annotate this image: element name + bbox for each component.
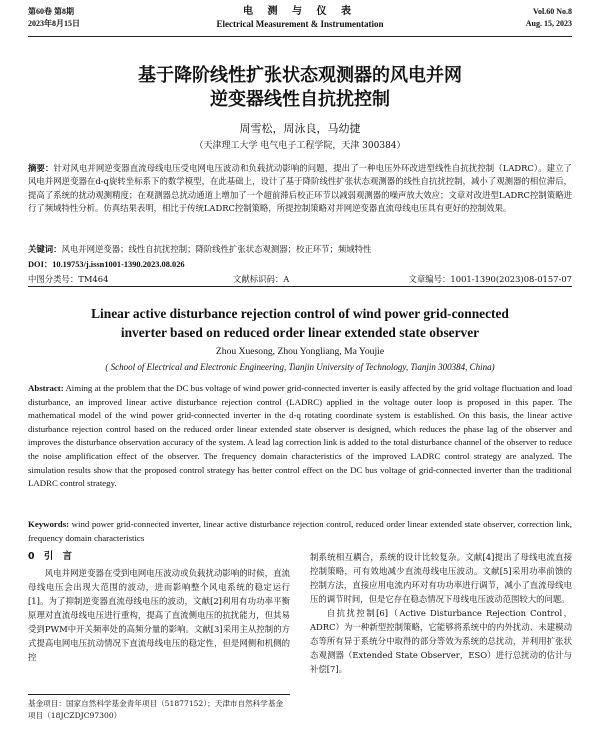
body-paragraph-left: 风电并网逆变器在受到电网电压波动或负载扰动影响的时候，直流母线电压会出现大范围的波动，进而影响整个风电系统的稳定运行[1]。为了抑制逆变器直流母线电压的波动，文献[2]利用有功功率平衡原理对直流母线电压进行重构，提高了直流侧电压的抗扰能力，但其易受到PWM中开关频率处的高频分量的影响。文献[3]采用主从控制的方式提高电网电压抗动情况下直流母线电压的稳定性，但是网侧和机侧的控 (28, 568, 290, 662)
journal-name-cn: 电 测 与 仪 表 (243, 6, 357, 17)
classification-row (28, 272, 572, 287)
journal-name-en: Electrical Measurement & Instrumentation (216, 19, 384, 29)
authors-cn: 周雪松，周泳良，马幼捷 (239, 122, 361, 135)
footnote-line: 基金项目：国家自然科学基金青年项目（51877152）；天津市自然科学基金项目（18JCZDJC97300） (28, 699, 284, 720)
volume-en: Vol.60 No.8 (532, 7, 572, 16)
abstract-cn-label: 摘要： (28, 163, 54, 173)
running-head-center (28, 6, 572, 30)
title-en-line2: inverter based on reduced order linear extended state observer (120, 325, 480, 340)
abstract-cn (28, 162, 572, 216)
abstract-en-text: Aiming at the problem that the DC bus voltage of wind power grid-connected inverter is easily affected by the grid voltage fluctuation and load disturbance, an improved linear active disturbance rejection control (LADRC) applied in the voltage outer loop is proposed in this paper. The mathematical model of the wind power grid-connected inverter in the d-q rotating coordinate system is established. On this basis, the linear active disturbance rejection control based on the reduced order linear extended state observer is designed, which reduces the phase lag of the observer and improves the disturbance observation accuracy of the system. A lead lag correction link is added to the total disturbance channel of the observer to reduce the noise amplification effect of the observer. The frequency domain characteristics of the improved LADRC control strategy are analyzed. The simulation results show that the proposed control strategy has better control effect on the DC bus voltage of grid-connected inverter than the traditional LADRC control strategy. (28, 383, 572, 489)
keywords-cn-label: 关键词： (28, 244, 62, 254)
date-en: Aug. 15, 2023 (525, 19, 572, 28)
keywords-cn-text: 风电并网逆变器；线性自抗扰控制；降阶线性扩张状态观测器；校正环节；频域特性 (61, 244, 372, 254)
article-number: 文章编号：1001-1390(2023)08-0157-07 (408, 274, 572, 284)
clc-number: 中图分类号：TM464 (28, 274, 109, 284)
body-column-left (28, 550, 290, 702)
abstract-en-label: Abstract: (28, 383, 64, 393)
keywords-en (28, 518, 572, 545)
title-cn-line1: 基于降阶线性扩张状态观测器的风电并网 (138, 65, 462, 86)
title-cn-line2: 逆变器线性自抗扰控制 (210, 89, 390, 110)
body-column-right (310, 550, 572, 676)
affiliation-cn: （天津理工大学 电气电子工程学院，天津 300384） (194, 141, 406, 151)
doi: DOI：10.19753/j.issn1001-1390.2023.08.026 (28, 260, 185, 269)
title-en-line1: Linear active disturbance rejection control of wind power grid-connected (91, 306, 509, 321)
document-code: 文献标识码：A (233, 274, 290, 284)
body-paragraph-right-2: 自抗扰控制[6]（Active Disturbance Rejection Control，ADRC）为一种新型控制策略，它能够将系统中的内外扰动、未建模动态等所有异于系统分中取得的部分等效为系统的总扰动，并利用扩张状态观测器（Extended State Observer，ESO）进行总扰动的估计与补偿[7]。 (310, 608, 572, 674)
running-head-right (526, 6, 572, 30)
keywords-cn (28, 243, 572, 256)
running-head (28, 6, 572, 37)
date-cn: 2023年8月15日 (28, 19, 80, 28)
footnote-funding (28, 694, 290, 722)
authors-en: Zhou Xuesong, Zhou Yongliang, Ma Youjie (215, 346, 385, 357)
section-heading-introduction: 0 引 言 (28, 551, 73, 562)
keywords-en-text: wind power grid-connected inverter, linear active disturbance rejection control, reduced order linear extended state observer, correction link, frequency domain characteristics (28, 519, 572, 543)
paper-title-en (28, 304, 572, 342)
abstract-cn-text: 针对风电并网逆变器直流母线电压受电网电压波动和负载扰动影响的问题，提出了一种电压外环改进型线性自抗扰控制（LADRC）。建立了风电并网逆变器在d-q旋转坐标系下的数学模型，在此基础上，设计了基于降阶线性扩张状态观测器的线性自抗扰控制，减小了观测器的相位滞后，提高了系统的扰动观测精度；在观测器总扰动通道上增加了一个超前滞后校正环节以减弱观测器的噪声放大效应；文章对改进型LADRC控制策略进行了频域特性分析。仿真结果表明，相比于传统LADRC控制策略，所提控制策略对并网逆变器直流母线电压具有更好的控制效果。 (28, 163, 572, 214)
body-paragraph-right-1: 制系统相互耦合，系统的设计比较复杂。文献[4]提出了母线电流直接控制策略，可有效地减少直流母线电压波动。文献[5]采用功率前馈的控制方法，直接应用电流内环对有功功率进行调节，减小了直流母线电压的调节时间，但是它存在稳态情况下母线电压波动范围较大的问题。 (310, 552, 572, 604)
volume-cn: 第60卷 第8期 (28, 7, 74, 16)
paper-title-cn (28, 64, 572, 112)
abstract-en (28, 382, 572, 491)
affiliation-en: ( School of Electrical and Electronic Engineering, Tianjin University of Technology, Tianjin 300384, China) (105, 362, 495, 372)
keywords-en-label: Keywords: (28, 519, 70, 529)
